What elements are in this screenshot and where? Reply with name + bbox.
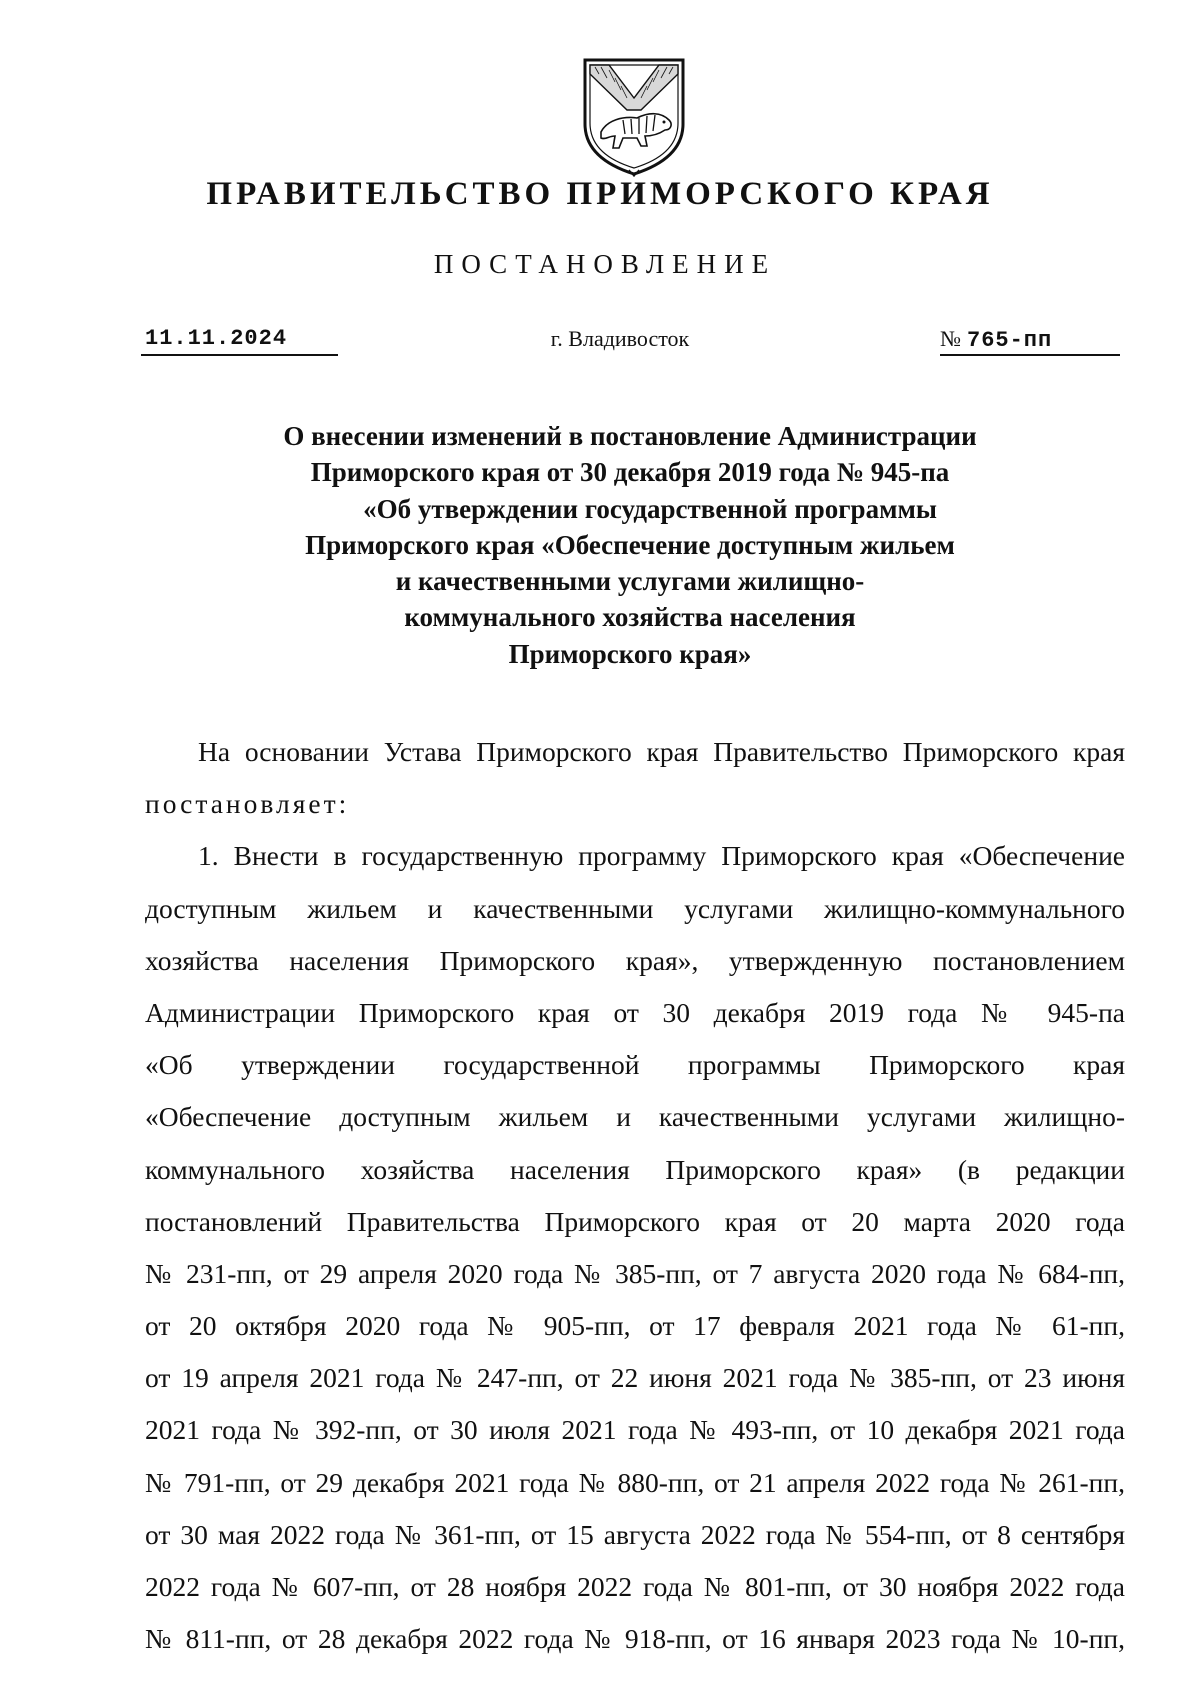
item1-line: Администрации Приморского края от 30 декабря 2019 года № 945-па bbox=[145, 996, 1125, 1028]
number-value: 765-пп bbox=[967, 328, 1053, 353]
item1-line: «Об утверждении государственной программы Приморского края bbox=[145, 1049, 1125, 1081]
coat-of-arms-icon bbox=[579, 54, 689, 178]
item1-line: 2022 года № 607-пп, от 28 ноября 2022 года № 801-пп, от 30 ноября 2022 года bbox=[145, 1571, 1125, 1602]
item1-line: постановлений Правительства Приморского края от 20 марта 2020 года bbox=[145, 1205, 1125, 1237]
subject-line: О внесении изменений в постановление Администрации bbox=[283, 421, 977, 451]
item1-line: № 811-пп, от 28 декабря 2022 года № 918-пп, от 16 января 2023 года № 10-пп, bbox=[145, 1623, 1125, 1655]
subject-line: «Об утверждении государственной программы bbox=[363, 493, 937, 524]
item1-line: хозяйства населения Приморского края», утвержденную постановлением bbox=[145, 944, 1125, 976]
item1-line: от 30 мая 2022 года № 361-пп, от 15 августа 2022 года № 554-пп, от 8 сентября bbox=[145, 1518, 1125, 1550]
item1-line: 1. Внести в государственную программу Приморского края «Обеспечение bbox=[198, 840, 1125, 872]
preamble-resolves: постановляет: bbox=[145, 788, 350, 820]
subject-line: Приморского края от 30 декабря 2019 года № 945-па bbox=[310, 457, 950, 488]
subject-line: и качественными услугами жилищно- bbox=[395, 566, 865, 597]
document-date: 11.11.2024 bbox=[141, 324, 338, 356]
subject-line: коммунального хозяйства населения bbox=[404, 602, 856, 633]
document-body bbox=[145, 726, 1125, 1665]
subject-line: Приморского края «Обеспечение доступным жильем bbox=[305, 529, 955, 560]
item1-line: 2021 года № 392-пп, от 30 июля 2021 года № 493-пп, от 10 декабря 2021 года bbox=[145, 1414, 1125, 1446]
government-title: ПРАВИТЕЛЬСТВО ПРИМОРСКОГО КРАЯ bbox=[206, 176, 994, 212]
preamble-line: На основании Устава Приморского края Правительство Приморского края bbox=[198, 736, 1125, 767]
item1-line: доступным жильем и качественными услугами жилищно-коммунального bbox=[145, 892, 1125, 924]
item1-line: № 791-пп, от 29 декабря 2021 года № 880-пп, от 21 апреля 2022 года № 261-пп, bbox=[145, 1466, 1125, 1498]
subject-line: Приморского края» bbox=[508, 638, 752, 669]
document-type-heading: ПОСТАНОВЛЕНИЕ bbox=[433, 249, 777, 279]
number-sign: № bbox=[940, 326, 961, 351]
item1-line: коммунального хозяйства населения Приморского края» (в редакции bbox=[145, 1153, 1125, 1185]
document-subject bbox=[160, 418, 1100, 672]
item1-line: от 19 апреля 2021 года № 247-пп, от 22 июня 2021 года № 385-пп, от 23 июня bbox=[145, 1362, 1125, 1394]
item1-line: № 231-пп, от 29 апреля 2020 года № 385-пп, от 7 августа 2020 года № 684-пп, bbox=[145, 1257, 1125, 1289]
document-number bbox=[940, 324, 1120, 356]
item1-line: от 20 октября 2020 года № 905-пп, от 17 февраля 2021 года № 61-пп, bbox=[145, 1310, 1125, 1342]
item1-line: «Обеспечение доступным жильем и качественными услугами жилищно- bbox=[145, 1101, 1125, 1133]
document-city: г. Владивосток bbox=[550, 326, 690, 351]
